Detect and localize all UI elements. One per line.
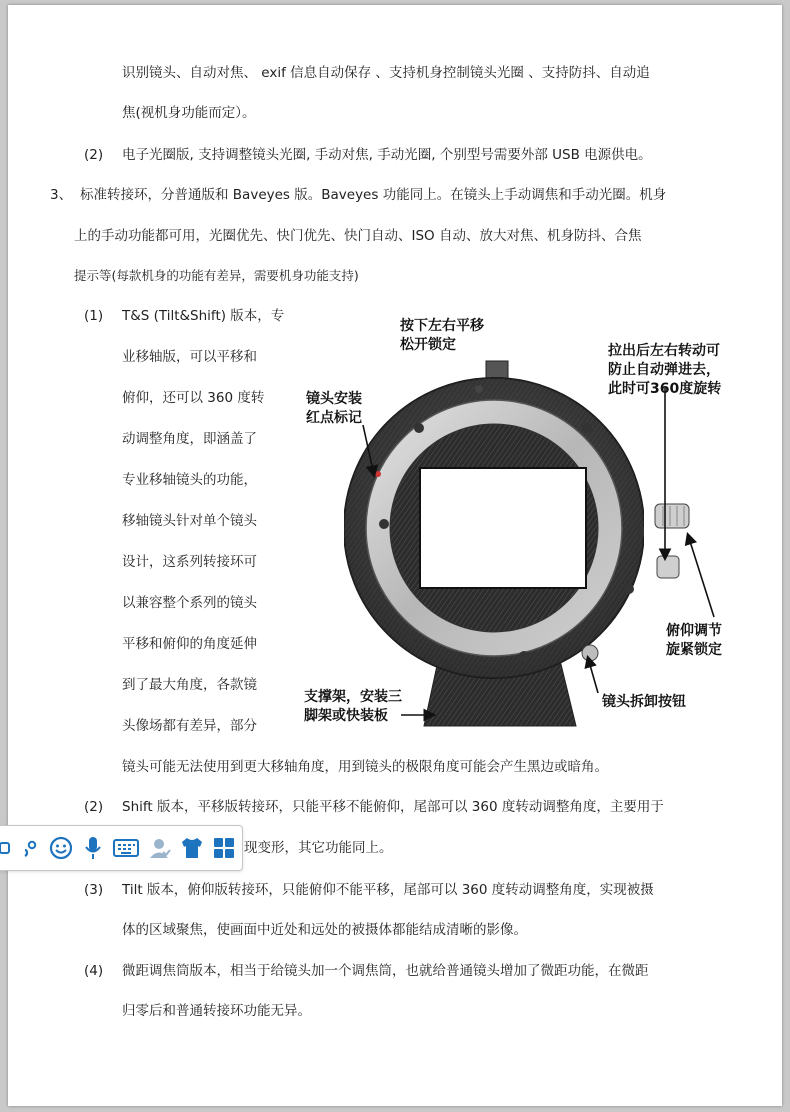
voice-input-icon[interactable] <box>79 826 107 870</box>
punctuation-icon[interactable] <box>16 826 44 870</box>
paragraph-line: 提示等(每款机身的功能有差异，需要机身功能支持) <box>74 268 359 283</box>
label-line: 镜头安装 <box>306 391 362 407</box>
paragraph-line: Tilt 版本，俯仰版转接环，只能俯仰不能平移，尾部可以 360 度转动调整角度，实现被摄 <box>122 882 654 898</box>
label-line: 拉出后左右转动可 <box>608 343 720 359</box>
ime-toolbar <box>0 825 243 871</box>
paragraph-line: 设计，这系列转接环可 <box>122 554 257 570</box>
list-number: (2) <box>84 799 104 815</box>
adapter-photo <box>344 356 644 732</box>
paragraph-line: 业移轴版，可以平移和 <box>122 349 257 365</box>
label-tripod <box>304 688 402 726</box>
label-line: 松开锁定 <box>400 337 456 353</box>
paragraph-line: T&S (Tilt&Shift) 版本，专 <box>122 308 285 324</box>
label-line: 红点标记 <box>306 410 362 426</box>
list-number: (4) <box>84 963 104 979</box>
paragraph-line: 现变形，其它功能同上。 <box>244 840 393 856</box>
adapter-drawing <box>344 356 644 732</box>
paragraph-line: 平移和俯仰的角度延伸 <box>122 636 257 652</box>
paragraph-line: 专业移轴镜头的功能， <box>122 472 257 488</box>
paragraph-line: 体的区域聚焦，使画面中近处和远处的被摄体都能结成清晰的影像。 <box>122 922 527 938</box>
label-line: 按下左右平移 <box>400 318 484 334</box>
paragraph-line: 上的手动功能都可用，光圈优先、快门优先、快门自动、ISO 自动、放大对焦、机身防抖、合焦 <box>74 228 642 244</box>
paragraph-line: 到了最大角度，各款镜 <box>122 677 257 693</box>
paragraph-line: 标准转接环，分普通版和 Baveyes 版。Baveyes 功能同上。在镜头上手动调焦和手动光圈。机身 <box>80 187 667 203</box>
label-line: 俯仰调节 <box>666 623 722 639</box>
paragraph-line: 俯仰，还可以 360 度转 <box>122 390 265 406</box>
label-red-dot <box>306 390 362 428</box>
paragraph-line: 动调整角度，即涵盖了 <box>122 431 257 447</box>
paragraph-line: Shift 版本，平移版转接环，只能平移不能俯仰，尾部可以 360 度转动调整角度，主要用于 <box>122 799 664 815</box>
paragraph-line: 电子光圈版, 支持调整镜头光圈, 手动对焦, 手动光圈, 个别型号需要外部 USB 电源供电。 <box>122 147 652 163</box>
list-number: (3) <box>84 882 104 898</box>
label-tilt-lock <box>666 622 722 660</box>
label-line: 支撑架，安装三 <box>304 689 402 705</box>
paragraph-line: 以兼容整个系列的镜头 <box>122 595 257 611</box>
label-release: 镜头拆卸按钮 <box>602 694 686 710</box>
tilt-knob-drawing <box>653 498 699 588</box>
paragraph-line: 镜头可能无法使用到更大移轴角度，用到镜头的极限角度可能会产生黑边或暗角。 <box>122 759 608 775</box>
label-shift-lock <box>400 317 484 355</box>
paragraph-line: 识别镜头、自动对焦、 exif 信息自动保存 、支持机身控制镜头光圈 、支持防抖、自动追 <box>122 65 650 81</box>
paragraph-line: 移轴镜头针对单个镜头 <box>122 513 257 529</box>
paragraph-line: 微距调焦筒版本，相当于给镜头加一个调焦筒，也就给普通镜头增加了微距功能，在微距 <box>122 963 649 979</box>
label-line: 旋紧锁定 <box>666 642 722 658</box>
label-rotate <box>608 342 721 399</box>
list-number: (1) <box>84 308 104 324</box>
keyboard-icon[interactable] <box>110 826 142 870</box>
list-number: (2) <box>84 147 104 163</box>
label-line: 防止自动弹进去， <box>608 362 720 378</box>
section-number: 3、 <box>50 187 73 203</box>
toolbox-icon[interactable] <box>209 826 239 870</box>
label-line: 此时可360度旋转 <box>608 381 722 397</box>
paragraph-line: 归零后和普通转接环功能无异。 <box>122 1003 311 1019</box>
paragraph-line: 头像场都有差异，部分 <box>122 718 257 734</box>
skin-icon[interactable] <box>177 826 207 870</box>
emoji-icon[interactable] <box>46 826 76 870</box>
ime-mode-icon[interactable] <box>0 826 14 870</box>
user-icon[interactable] <box>145 826 175 870</box>
document-page <box>8 5 782 1106</box>
paragraph-line: 焦(视机身功能而定）。 <box>122 105 256 121</box>
label-line: 脚架或快装板 <box>304 708 388 724</box>
